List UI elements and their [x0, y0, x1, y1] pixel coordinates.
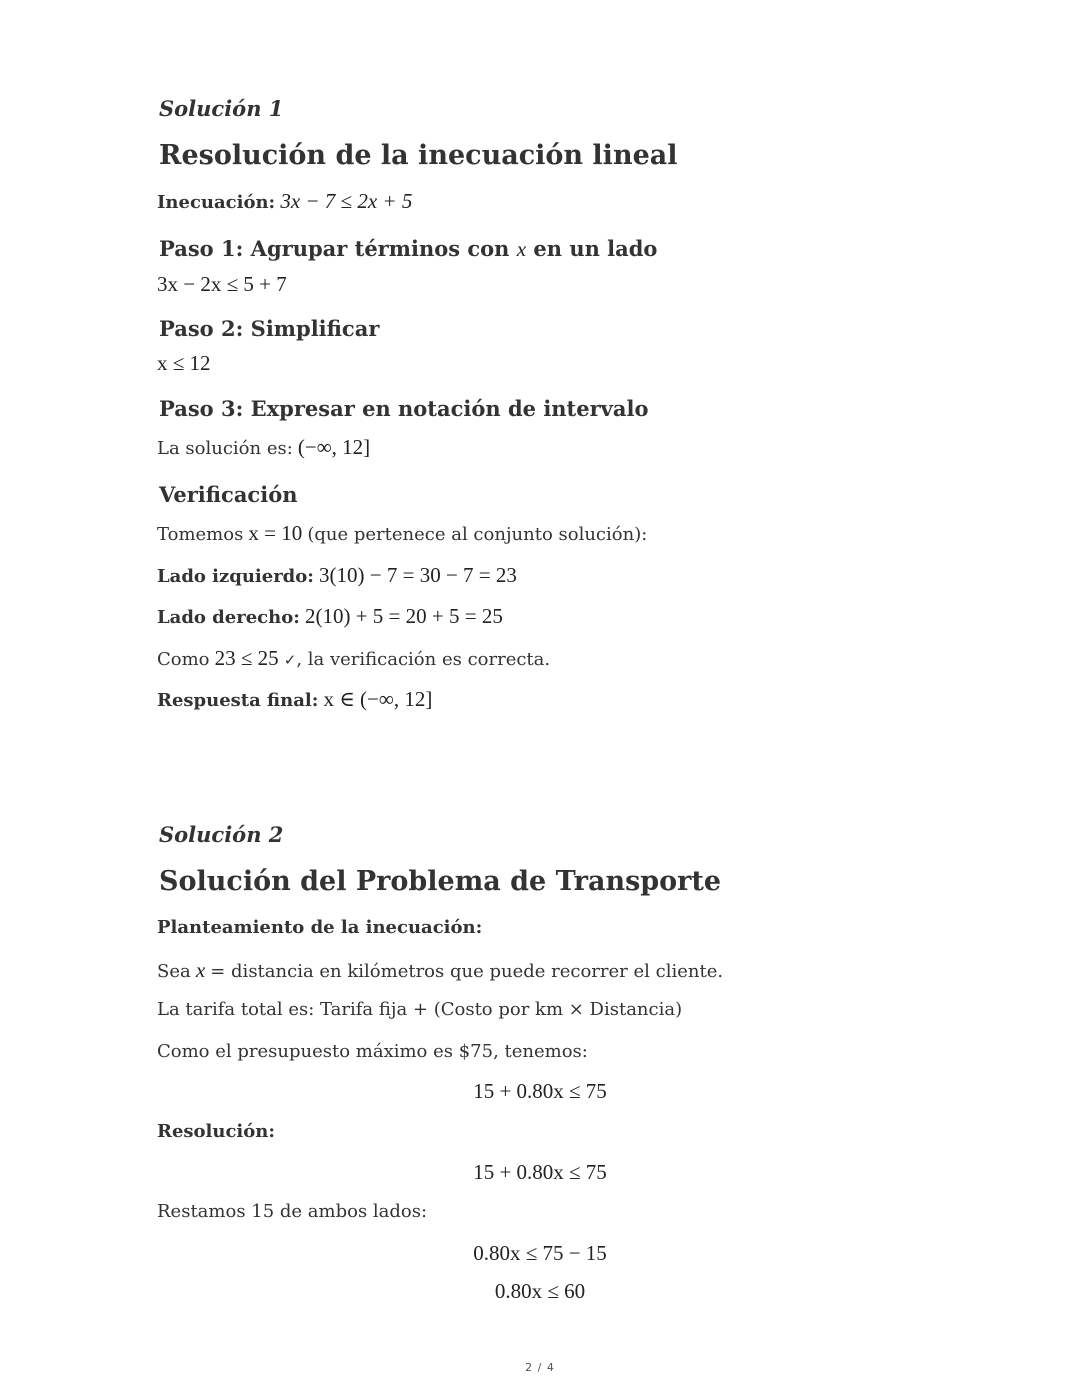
final-answer-math: x ∈ (−∞, 12] — [323, 687, 433, 711]
tarifa-text: La tarifa total es: Tarifa fija + (Costo por km × Distancia) — [157, 999, 683, 1020]
step-1-title-a: Paso 1: Agrupar términos con — [159, 236, 510, 261]
page-footer — [0, 1356, 1080, 1375]
equation-3 — [0, 1241, 1080, 1266]
page-number: 2 / 4 — [525, 1361, 555, 1374]
variable-definition-b: = distancia en kilómetros que puede recorrer el cliente. — [210, 961, 724, 982]
verification-math: x = 10 — [248, 521, 303, 545]
step-1-title — [159, 236, 657, 262]
conclusion-math: 23 ≤ 25 — [214, 646, 279, 670]
setup-label: Planteamiento de la inecuación: — [157, 917, 483, 938]
final-answer-line — [157, 687, 432, 712]
equation-2 — [0, 1160, 1080, 1185]
solution-1-title: Resolución de la inecuación lineal — [159, 140, 678, 171]
inequation-line — [157, 189, 412, 214]
verification-text-a: Tomemos — [157, 524, 244, 545]
left-side-label: Lado izquierdo: — [157, 566, 314, 587]
step-2-math: x ≤ 12 — [157, 351, 211, 375]
equation-1-math: 15 + 0.80x ≤ 75 — [473, 1079, 607, 1103]
conclusion-rest: , la verificación es correcta. — [296, 649, 551, 670]
step-3-title: Paso 3: Expresar en notación de intervalo — [159, 396, 649, 421]
right-side-label: Lado derecho: — [157, 607, 300, 628]
step-1-title-var: x — [516, 237, 527, 261]
resolution-label: Resolución: — [157, 1121, 276, 1142]
inequation-math: 3x − 7 ≤ 2x + 5 — [280, 189, 413, 213]
final-answer-label: Respuesta final: — [157, 690, 319, 711]
step-2-title: Paso 2: Simplificar — [159, 316, 380, 341]
equation-1 — [0, 1079, 1080, 1104]
solution-2-label: Solución 2 — [159, 822, 284, 847]
restamos-text: Restamos 15 de ambos lados: — [157, 1201, 428, 1222]
solution-1-label: Solución 1 — [159, 96, 284, 121]
verification-title: Verificación — [159, 482, 298, 507]
variable-definition-a: Sea — [157, 961, 191, 982]
left-side-math: 3(10) − 7 = 30 − 7 = 23 — [319, 563, 517, 587]
conclusion-text: Como — [157, 649, 210, 670]
left-side-line — [157, 563, 517, 588]
right-side-math: 2(10) + 5 = 20 + 5 = 25 — [304, 604, 503, 628]
step-3-line — [157, 435, 370, 460]
solution-2-title: Solución del Problema de Transporte — [159, 866, 722, 897]
conclusion-line — [157, 646, 550, 671]
equation-4 — [0, 1279, 1080, 1304]
equation-3-math: 0.80x ≤ 75 − 15 — [473, 1241, 607, 1265]
step-3-text: La solución es: — [157, 438, 293, 459]
right-side-line — [157, 604, 503, 629]
verification-line — [157, 521, 647, 546]
equation-2-math: 15 + 0.80x ≤ 75 — [473, 1160, 607, 1184]
step-1-title-b: en un lado — [533, 236, 658, 261]
inequation-label: Inecuación: — [157, 192, 276, 213]
step-3-math: (−∞, 12] — [297, 435, 371, 459]
variable-definition-line — [157, 958, 723, 983]
equation-4-math: 0.80x ≤ 60 — [494, 1279, 586, 1303]
verification-text-b: (que pertenece al conjunto solución): — [307, 524, 648, 545]
step-1-math: 3x − 2x ≤ 5 + 7 — [157, 272, 287, 296]
check-icon: ✓ — [283, 651, 297, 669]
variable-definition-var: x — [195, 958, 206, 982]
presupuesto-text: Como el presupuesto máximo es $75, tenemos: — [157, 1041, 588, 1062]
